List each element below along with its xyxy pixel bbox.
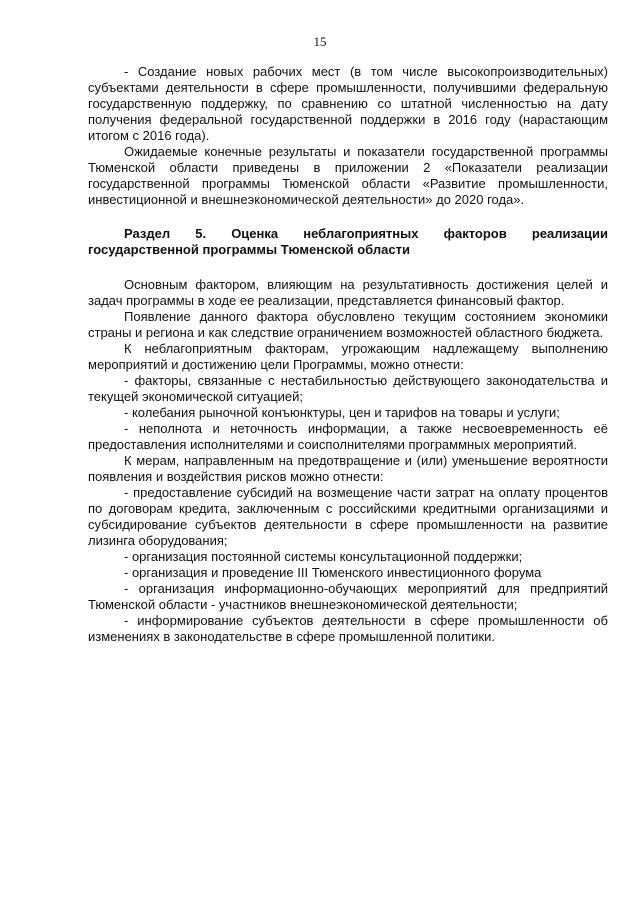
list-item: - неполнота и неточность информации, а также несвоевременность её предоставления исполнителями и соисполнителями программных мероприятий.: [88, 421, 608, 452]
paragraph: Появление данного фактора обусловлено текущим состоянием экономики страны и региона и как следствие ограничением возможностей областного бюджета.: [88, 309, 608, 340]
paragraph: - Создание новых рабочих мест (в том числе высокопроизводительных) субъектами деятельности в сфере промышленности, получившими федеральную государственную поддержку, по сравнению со штатной численностью на дату получения федеральной государственной поддержки в 2016 году (нарастающим итогом с 2016 года).: [88, 64, 608, 143]
section-heading: Раздел 5. Оценка неблагоприятных факторов реализации государственной программы Тюменской области: [88, 226, 608, 257]
paragraph: К мерам, направленным на предотвращение и (или) уменьшение вероятности появления и воздействия рисков можно отнести:: [88, 453, 608, 484]
list-item: - колебания рыночной конъюнктуры, цен и тарифов на товары и услуги;: [124, 405, 560, 420]
paragraph: Ожидаемые конечные результаты и показатели государственной программы Тюменской области приведены в приложении 2 «Показатели реализации государственной программы Тюменской области «Развитие промышленности, инвестиционной и внешнеэкономической деятельности» до 2020 года».: [88, 144, 608, 207]
list-item: - информирование субъектов деятельности в сфере промышленности об изменениях в законодательстве в сфере промышленной политики.: [88, 613, 608, 644]
list-item: - факторы, связанные с нестабильностью действующего законодательства и текущей экономической ситуацией;: [88, 373, 608, 404]
paragraph: К неблагоприятным факторам, угрожающим надлежащему выполнению мероприятий и достижению цели Программы, можно отнести:: [88, 341, 608, 372]
list-item: - организация информационно-обучающих мероприятий для предприятий Тюменской области - участников внешнеэкономической деятельности;: [88, 581, 608, 612]
list-item: - предоставление субсидий на возмещение части затрат на оплату процентов по договорам кредита, заключенным с российскими кредитными организациями и субсидирование субъектов деятельности в сфере промышленности на развитие лизинга оборудования;: [88, 485, 608, 548]
document-body: [88, 64, 608, 645]
paragraph: Основным фактором, влияющим на результативность достижения целей и задач программы в ходе ее реализации, представляется финансовый фактор.: [88, 277, 608, 308]
list-item: - организация постоянной системы консультационной поддержки;: [124, 549, 523, 564]
page-number: 15: [313, 34, 327, 49]
list-item: - организация и проведение III Тюменского инвестиционного форума: [124, 565, 542, 580]
